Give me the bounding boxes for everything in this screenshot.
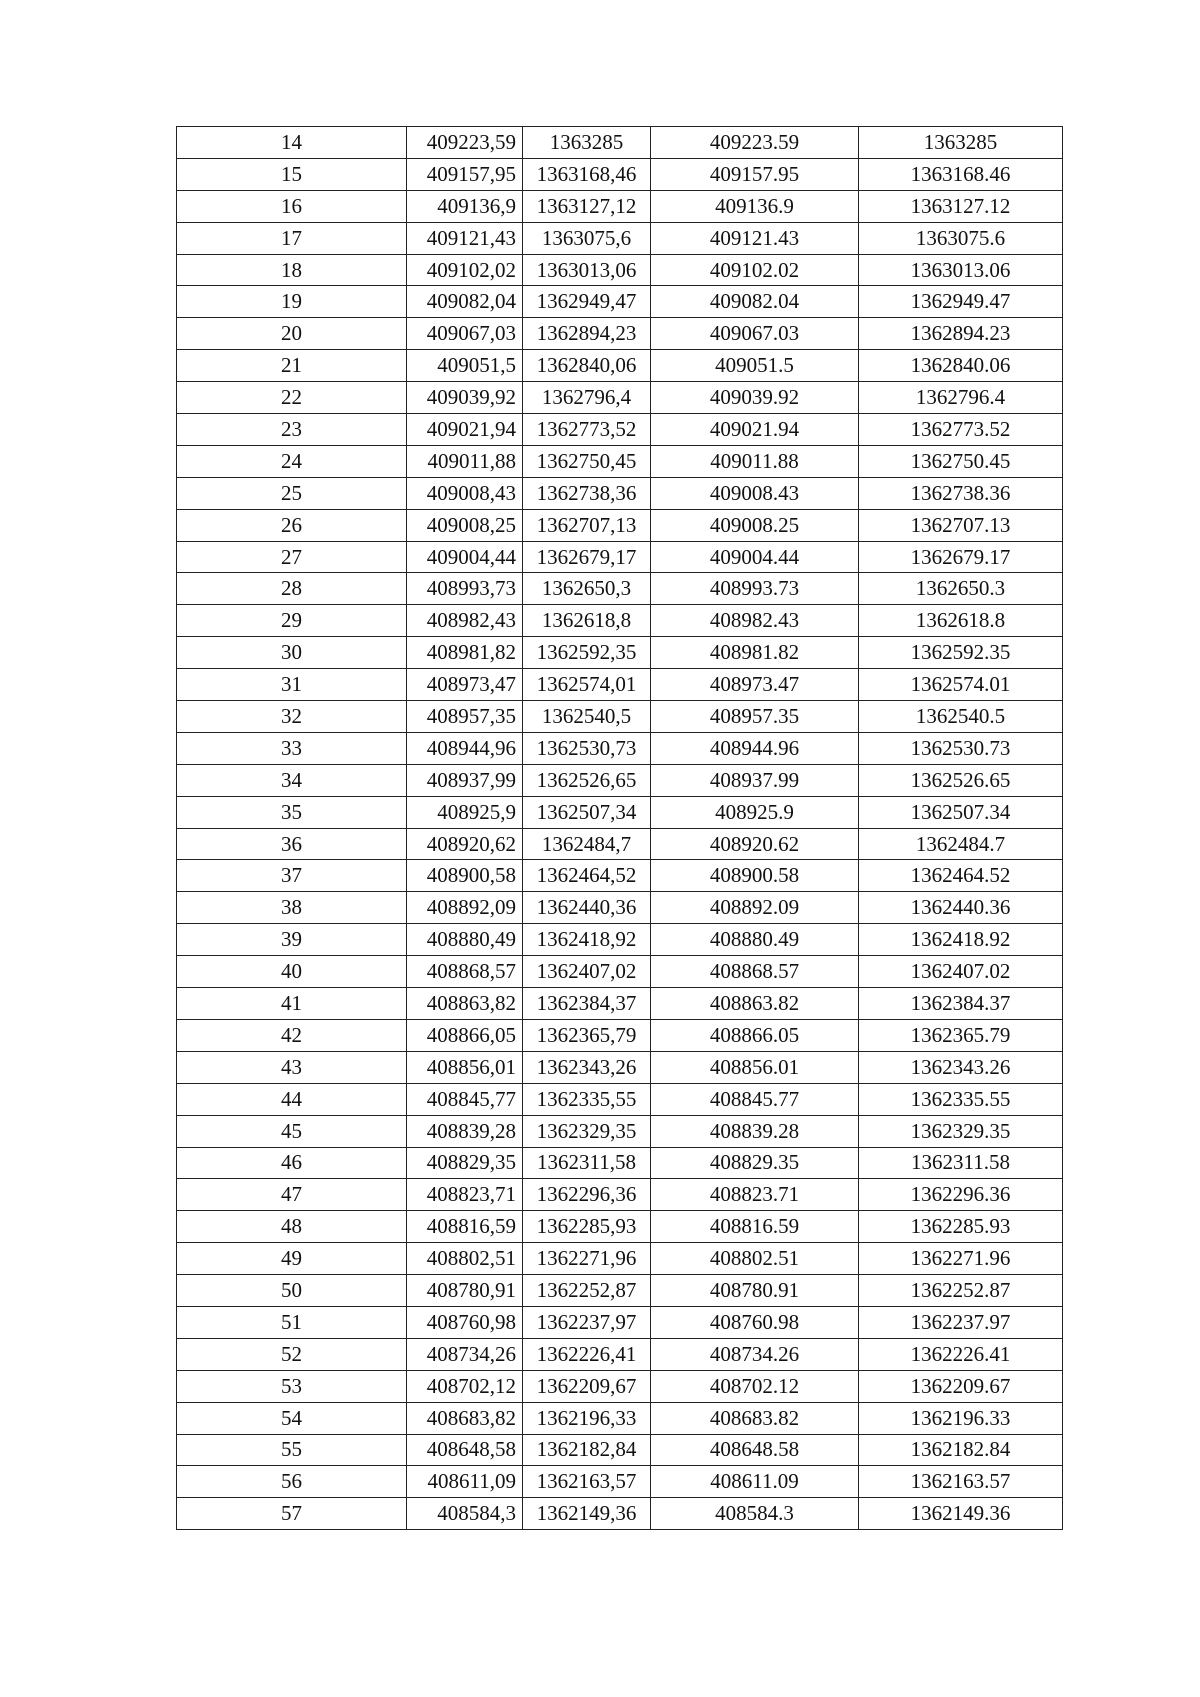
y-dot-cell: 1362252.87 (859, 1275, 1063, 1307)
y-comma-cell: 1362507,34 (523, 796, 651, 828)
x-dot-cell: 408734.26 (651, 1338, 859, 1370)
table-row (177, 509, 1063, 541)
y-dot-cell: 1362440.36 (859, 892, 1063, 924)
x-dot-cell: 409157.95 (651, 158, 859, 190)
x-dot-cell: 408944.96 (651, 732, 859, 764)
y-dot-cell: 1362271.96 (859, 1243, 1063, 1275)
point-number-cell: 17 (177, 222, 407, 254)
point-number-cell: 15 (177, 158, 407, 190)
table-row (177, 1370, 1063, 1402)
x-comma-cell: 409011,88 (407, 445, 523, 477)
x-comma-cell: 409082,04 (407, 286, 523, 318)
x-dot-cell: 408683.82 (651, 1402, 859, 1434)
y-dot-cell: 1362343.26 (859, 1051, 1063, 1083)
y-comma-cell: 1362237,97 (523, 1306, 651, 1338)
y-comma-cell: 1362707,13 (523, 509, 651, 541)
y-comma-cell: 1362296,36 (523, 1179, 651, 1211)
point-number-cell: 40 (177, 956, 407, 988)
point-number-cell: 55 (177, 1434, 407, 1466)
x-comma-cell: 408937,99 (407, 764, 523, 796)
y-dot-cell: 1362196.33 (859, 1402, 1063, 1434)
table-row (177, 190, 1063, 222)
table-row (177, 222, 1063, 254)
x-comma-cell: 409136,9 (407, 190, 523, 222)
y-dot-cell: 1362750.45 (859, 445, 1063, 477)
x-comma-cell: 409008,43 (407, 477, 523, 509)
y-dot-cell: 1362418.92 (859, 924, 1063, 956)
y-comma-cell: 1362574,01 (523, 669, 651, 701)
x-comma-cell: 408683,82 (407, 1402, 523, 1434)
point-number-cell: 36 (177, 828, 407, 860)
table-row (177, 318, 1063, 350)
y-dot-cell: 1362484.7 (859, 828, 1063, 860)
x-comma-cell: 408760,98 (407, 1306, 523, 1338)
y-comma-cell: 1362209,67 (523, 1370, 651, 1402)
x-comma-cell: 408734,26 (407, 1338, 523, 1370)
y-comma-cell: 1362329,35 (523, 1115, 651, 1147)
y-comma-cell: 1362894,23 (523, 318, 651, 350)
y-dot-cell: 1362592.35 (859, 637, 1063, 669)
y-comma-cell: 1362679,17 (523, 541, 651, 573)
point-number-cell: 48 (177, 1211, 407, 1243)
x-dot-cell: 408868.57 (651, 956, 859, 988)
x-comma-cell: 408925,9 (407, 796, 523, 828)
x-comma-cell: 408856,01 (407, 1051, 523, 1083)
x-dot-cell: 408780.91 (651, 1275, 859, 1307)
table-row (177, 1338, 1063, 1370)
x-dot-cell: 408839.28 (651, 1115, 859, 1147)
x-dot-cell: 409121.43 (651, 222, 859, 254)
point-number-cell: 51 (177, 1306, 407, 1338)
y-dot-cell: 1362237.97 (859, 1306, 1063, 1338)
y-comma-cell: 1363285 (523, 127, 651, 159)
y-dot-cell: 1362182.84 (859, 1434, 1063, 1466)
x-dot-cell: 409011.88 (651, 445, 859, 477)
table-row (177, 1275, 1063, 1307)
y-comma-cell: 1362285,93 (523, 1211, 651, 1243)
x-comma-cell: 408839,28 (407, 1115, 523, 1147)
y-dot-cell: 1362894.23 (859, 318, 1063, 350)
table-row (177, 286, 1063, 318)
table-row (177, 382, 1063, 414)
x-comma-cell: 409051,5 (407, 350, 523, 382)
x-dot-cell: 408648.58 (651, 1434, 859, 1466)
y-dot-cell: 1362574.01 (859, 669, 1063, 701)
y-dot-cell: 1362507.34 (859, 796, 1063, 828)
table-row (177, 732, 1063, 764)
table-row (177, 605, 1063, 637)
table-row (177, 1434, 1063, 1466)
point-number-cell: 43 (177, 1051, 407, 1083)
y-comma-cell: 1362226,41 (523, 1338, 651, 1370)
point-number-cell: 44 (177, 1083, 407, 1115)
y-dot-cell: 1362738.36 (859, 477, 1063, 509)
point-number-cell: 16 (177, 190, 407, 222)
point-number-cell: 50 (177, 1275, 407, 1307)
y-dot-cell: 1362335.55 (859, 1083, 1063, 1115)
table-row (177, 796, 1063, 828)
x-comma-cell: 408868,57 (407, 956, 523, 988)
y-comma-cell: 1362343,26 (523, 1051, 651, 1083)
table-row (177, 414, 1063, 446)
y-dot-cell: 1362530.73 (859, 732, 1063, 764)
y-dot-cell: 1362650.3 (859, 573, 1063, 605)
y-dot-cell: 1362464.52 (859, 860, 1063, 892)
x-dot-cell: 409223.59 (651, 127, 859, 159)
x-dot-cell: 408863.82 (651, 988, 859, 1020)
table-row (177, 892, 1063, 924)
y-dot-cell: 1362618.8 (859, 605, 1063, 637)
y-dot-cell: 1362329.35 (859, 1115, 1063, 1147)
table-row (177, 350, 1063, 382)
point-number-cell: 57 (177, 1498, 407, 1530)
x-comma-cell: 408845,77 (407, 1083, 523, 1115)
x-comma-cell: 409102,02 (407, 254, 523, 286)
point-number-cell: 31 (177, 669, 407, 701)
x-dot-cell: 408845.77 (651, 1083, 859, 1115)
y-dot-cell: 1362163.57 (859, 1466, 1063, 1498)
y-comma-cell: 1363013,06 (523, 254, 651, 286)
x-dot-cell: 408856.01 (651, 1051, 859, 1083)
y-comma-cell: 1363127,12 (523, 190, 651, 222)
point-number-cell: 52 (177, 1338, 407, 1370)
y-dot-cell: 1363127.12 (859, 190, 1063, 222)
x-comma-cell: 409039,92 (407, 382, 523, 414)
x-comma-cell: 408648,58 (407, 1434, 523, 1466)
y-dot-cell: 1362311.58 (859, 1147, 1063, 1179)
y-comma-cell: 1363075,6 (523, 222, 651, 254)
x-dot-cell: 408802.51 (651, 1243, 859, 1275)
point-number-cell: 29 (177, 605, 407, 637)
x-comma-cell: 408702,12 (407, 1370, 523, 1402)
x-comma-cell: 408957,35 (407, 701, 523, 733)
y-comma-cell: 1362149,36 (523, 1498, 651, 1530)
y-comma-cell: 1362530,73 (523, 732, 651, 764)
y-comma-cell: 1363168,46 (523, 158, 651, 190)
point-number-cell: 56 (177, 1466, 407, 1498)
x-comma-cell: 409008,25 (407, 509, 523, 541)
y-comma-cell: 1362464,52 (523, 860, 651, 892)
table-row (177, 573, 1063, 605)
x-dot-cell: 409051.5 (651, 350, 859, 382)
table-row (177, 1019, 1063, 1051)
x-dot-cell: 408920.62 (651, 828, 859, 860)
point-number-cell: 30 (177, 637, 407, 669)
x-dot-cell: 408866.05 (651, 1019, 859, 1051)
y-dot-cell: 1362285.93 (859, 1211, 1063, 1243)
table-row (177, 1306, 1063, 1338)
table-row (177, 924, 1063, 956)
point-number-cell: 24 (177, 445, 407, 477)
x-comma-cell: 408802,51 (407, 1243, 523, 1275)
table-row (177, 477, 1063, 509)
x-dot-cell: 409136.9 (651, 190, 859, 222)
point-number-cell: 35 (177, 796, 407, 828)
x-comma-cell: 408780,91 (407, 1275, 523, 1307)
x-comma-cell: 408920,62 (407, 828, 523, 860)
y-comma-cell: 1362526,65 (523, 764, 651, 796)
point-number-cell: 25 (177, 477, 407, 509)
x-dot-cell: 409008.25 (651, 509, 859, 541)
y-dot-cell: 1362384.37 (859, 988, 1063, 1020)
x-comma-cell: 409021,94 (407, 414, 523, 446)
y-comma-cell: 1362650,3 (523, 573, 651, 605)
y-dot-cell: 1363285 (859, 127, 1063, 159)
x-dot-cell: 408702.12 (651, 1370, 859, 1402)
x-dot-cell: 408880.49 (651, 924, 859, 956)
y-dot-cell: 1363168.46 (859, 158, 1063, 190)
table-row (177, 764, 1063, 796)
y-dot-cell: 1362707.13 (859, 509, 1063, 541)
table-row (177, 1498, 1063, 1530)
table-row (177, 1083, 1063, 1115)
point-number-cell: 32 (177, 701, 407, 733)
y-comma-cell: 1362484,7 (523, 828, 651, 860)
table-row (177, 541, 1063, 573)
point-number-cell: 34 (177, 764, 407, 796)
y-dot-cell: 1362840.06 (859, 350, 1063, 382)
y-comma-cell: 1362407,02 (523, 956, 651, 988)
table-row (177, 956, 1063, 988)
x-comma-cell: 408816,59 (407, 1211, 523, 1243)
y-comma-cell: 1362196,33 (523, 1402, 651, 1434)
y-comma-cell: 1362592,35 (523, 637, 651, 669)
y-dot-cell: 1362365.79 (859, 1019, 1063, 1051)
x-dot-cell: 409021.94 (651, 414, 859, 446)
y-comma-cell: 1362418,92 (523, 924, 651, 956)
x-dot-cell: 409039.92 (651, 382, 859, 414)
table-row (177, 254, 1063, 286)
point-number-cell: 19 (177, 286, 407, 318)
point-number-cell: 20 (177, 318, 407, 350)
point-number-cell: 26 (177, 509, 407, 541)
x-dot-cell: 408816.59 (651, 1211, 859, 1243)
table-row (177, 701, 1063, 733)
table-row (177, 1051, 1063, 1083)
y-dot-cell: 1362526.65 (859, 764, 1063, 796)
x-dot-cell: 408982.43 (651, 605, 859, 637)
point-number-cell: 18 (177, 254, 407, 286)
x-dot-cell: 408973.47 (651, 669, 859, 701)
x-dot-cell: 408957.35 (651, 701, 859, 733)
y-dot-cell: 1362679.17 (859, 541, 1063, 573)
x-comma-cell: 408892,09 (407, 892, 523, 924)
y-dot-cell: 1362949.47 (859, 286, 1063, 318)
x-comma-cell: 409157,95 (407, 158, 523, 190)
x-comma-cell: 408866,05 (407, 1019, 523, 1051)
table-row (177, 1115, 1063, 1147)
table-row (177, 637, 1063, 669)
point-number-cell: 53 (177, 1370, 407, 1402)
y-dot-cell: 1362209.67 (859, 1370, 1063, 1402)
x-comma-cell: 408823,71 (407, 1179, 523, 1211)
point-number-cell: 49 (177, 1243, 407, 1275)
point-number-cell: 39 (177, 924, 407, 956)
x-comma-cell: 408584,3 (407, 1498, 523, 1530)
y-dot-cell: 1363075.6 (859, 222, 1063, 254)
x-comma-cell: 408993,73 (407, 573, 523, 605)
point-number-cell: 41 (177, 988, 407, 1020)
y-comma-cell: 1362182,84 (523, 1434, 651, 1466)
y-dot-cell: 1362226.41 (859, 1338, 1063, 1370)
x-dot-cell: 408760.98 (651, 1306, 859, 1338)
point-number-cell: 27 (177, 541, 407, 573)
y-comma-cell: 1362335,55 (523, 1083, 651, 1115)
x-dot-cell: 409008.43 (651, 477, 859, 509)
point-number-cell: 33 (177, 732, 407, 764)
x-comma-cell: 408900,58 (407, 860, 523, 892)
y-comma-cell: 1362252,87 (523, 1275, 651, 1307)
table-row (177, 1466, 1063, 1498)
x-comma-cell: 409004,44 (407, 541, 523, 573)
x-dot-cell: 408829.35 (651, 1147, 859, 1179)
y-comma-cell: 1362384,37 (523, 988, 651, 1020)
y-dot-cell: 1362407.02 (859, 956, 1063, 988)
y-comma-cell: 1362540,5 (523, 701, 651, 733)
point-number-cell: 42 (177, 1019, 407, 1051)
coordinates-table-body (177, 127, 1063, 1530)
x-comma-cell: 408982,43 (407, 605, 523, 637)
point-number-cell: 23 (177, 414, 407, 446)
table-row (177, 669, 1063, 701)
point-number-cell: 47 (177, 1179, 407, 1211)
x-comma-cell: 409223,59 (407, 127, 523, 159)
table-row (177, 860, 1063, 892)
table-row (177, 1402, 1063, 1434)
point-number-cell: 22 (177, 382, 407, 414)
x-dot-cell: 408937.99 (651, 764, 859, 796)
x-dot-cell: 408823.71 (651, 1179, 859, 1211)
x-comma-cell: 408863,82 (407, 988, 523, 1020)
table-row (177, 1147, 1063, 1179)
y-dot-cell: 1362296.36 (859, 1179, 1063, 1211)
table-row (177, 1179, 1063, 1211)
point-number-cell: 38 (177, 892, 407, 924)
point-number-cell: 21 (177, 350, 407, 382)
table-row (177, 127, 1063, 159)
point-number-cell: 28 (177, 573, 407, 605)
x-dot-cell: 408900.58 (651, 860, 859, 892)
x-comma-cell: 408944,96 (407, 732, 523, 764)
x-dot-cell: 408584.3 (651, 1498, 859, 1530)
x-comma-cell: 409067,03 (407, 318, 523, 350)
x-dot-cell: 409067.03 (651, 318, 859, 350)
table-row (177, 1211, 1063, 1243)
x-dot-cell: 409102.02 (651, 254, 859, 286)
x-comma-cell: 408611,09 (407, 1466, 523, 1498)
x-dot-cell: 408981.82 (651, 637, 859, 669)
y-comma-cell: 1362796,4 (523, 382, 651, 414)
y-comma-cell: 1362738,36 (523, 477, 651, 509)
x-dot-cell: 409004.44 (651, 541, 859, 573)
x-dot-cell: 408892.09 (651, 892, 859, 924)
y-comma-cell: 1362750,45 (523, 445, 651, 477)
point-number-cell: 46 (177, 1147, 407, 1179)
y-comma-cell: 1362949,47 (523, 286, 651, 318)
y-comma-cell: 1362773,52 (523, 414, 651, 446)
x-comma-cell: 409121,43 (407, 222, 523, 254)
y-dot-cell: 1362149.36 (859, 1498, 1063, 1530)
y-dot-cell: 1362773.52 (859, 414, 1063, 446)
y-comma-cell: 1362618,8 (523, 605, 651, 637)
y-comma-cell: 1362440,36 (523, 892, 651, 924)
y-comma-cell: 1362840,06 (523, 350, 651, 382)
point-number-cell: 54 (177, 1402, 407, 1434)
point-number-cell: 45 (177, 1115, 407, 1147)
x-comma-cell: 408973,47 (407, 669, 523, 701)
x-dot-cell: 408925.9 (651, 796, 859, 828)
table-row (177, 158, 1063, 190)
y-comma-cell: 1362163,57 (523, 1466, 651, 1498)
coordinates-table (176, 126, 1063, 1530)
x-comma-cell: 408880,49 (407, 924, 523, 956)
x-comma-cell: 408829,35 (407, 1147, 523, 1179)
point-number-cell: 37 (177, 860, 407, 892)
y-dot-cell: 1362796.4 (859, 382, 1063, 414)
y-comma-cell: 1362365,79 (523, 1019, 651, 1051)
point-number-cell: 14 (177, 127, 407, 159)
y-dot-cell: 1362540.5 (859, 701, 1063, 733)
x-comma-cell: 408981,82 (407, 637, 523, 669)
table-row (177, 988, 1063, 1020)
table-row (177, 445, 1063, 477)
x-dot-cell: 408611.09 (651, 1466, 859, 1498)
y-dot-cell: 1363013.06 (859, 254, 1063, 286)
y-comma-cell: 1362311,58 (523, 1147, 651, 1179)
table-row (177, 1243, 1063, 1275)
x-dot-cell: 409082.04 (651, 286, 859, 318)
table-row (177, 828, 1063, 860)
x-dot-cell: 408993.73 (651, 573, 859, 605)
y-comma-cell: 1362271,96 (523, 1243, 651, 1275)
